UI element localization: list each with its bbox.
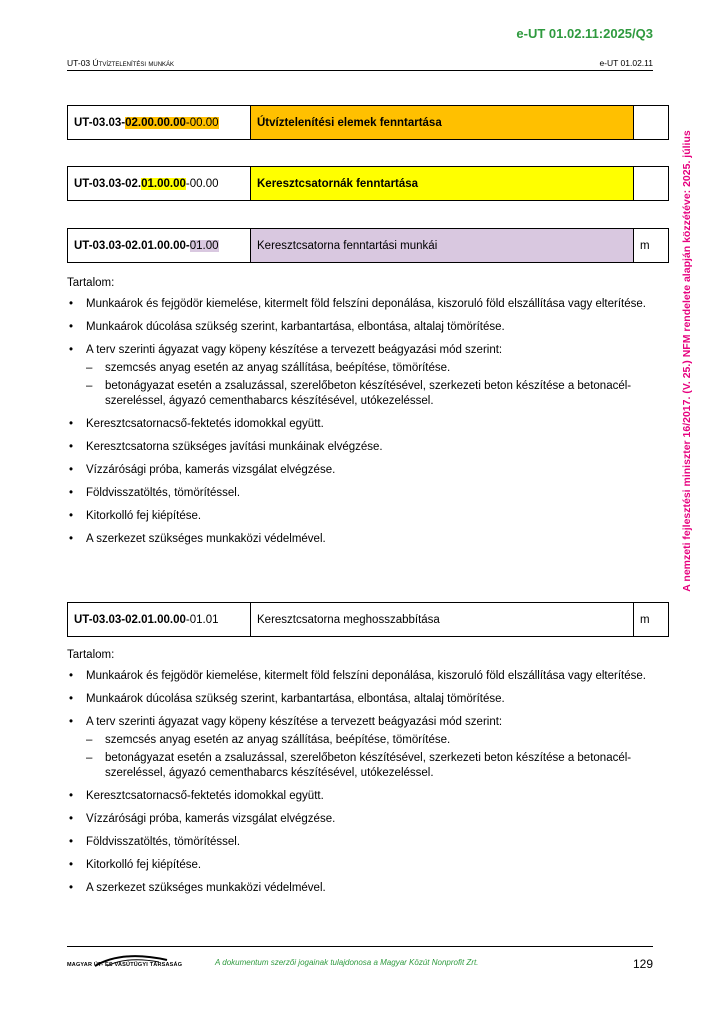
list-item: • Földvisszatöltés, tömörítéssel. <box>67 486 657 501</box>
item-unit <box>634 167 669 201</box>
sub-list-item: – betonágyazat esetén a zsaluzással, szerelőbeton készítésével, szerkezeti beton készítése a betonacél-szereléssel, ágyazó cementhabarcs készítésével, utókezeléssel. <box>86 379 657 409</box>
item-title: Keresztcsatorna meghosszabbítása <box>251 603 634 637</box>
chapter-title: UT-03 Útvíztelenítési munkák <box>67 58 175 68</box>
list-item: • Keresztcsatorna szükséges javítási munkáinak elvégzése. <box>67 440 657 455</box>
side-note: A nemzeti fejlesztési miniszter 16/2017. (V. 25.) NFM rendelete alapján közzétéve: 2025. július <box>681 130 693 592</box>
list-item: • Földvisszatöltés, tömörítéssel. <box>67 835 657 850</box>
content-lead: Tartalom: <box>67 277 115 289</box>
list-item: • A terv szerinti ágyazat vagy köpeny készítése a tervezett beágyazási mód szerint: – szemcsés anyag esetén az anyag szállítása, beépítése, tömörítése. – betonágyazat esetén a zsaluzással, szerelőbeton készítésével, szerkezeti beton készítése a betonacél-szereléssel, ágyazó cementhabarcs készítésével, utókezeléssel. <box>67 343 657 409</box>
running-header <box>67 58 653 71</box>
code-row-3 <box>67 228 669 263</box>
list-item: • Keresztcsatornacső-fektetés idomokkal együtt. <box>67 417 657 432</box>
code-row-1 <box>67 105 669 140</box>
list-item: • Munkaárok és fejgödör kiemelése, kitermelt föld felszíni deponálása, kiszoruló föld elszállítása vagy elterítése. <box>67 297 657 312</box>
code-row-4 <box>67 602 669 637</box>
item-code: UT-03.03-02.01.00.00-01.01 <box>68 603 251 637</box>
list-item: • Vízzárósági próba, kamerás vizsgálat elvégzése. <box>67 812 657 827</box>
list-item: • A terv szerinti ágyazat vagy köpeny készítése a tervezett beágyazási mód szerint: – szemcsés anyag esetén az anyag szállítása, beépítése, tömörítése. – betonágyazat esetén a zsaluzással, szerelőbeton készítésével, szerkezeti beton készítése a betonacél-szereléssel, ágyazó cementhabarcs készítésével, utókezeléssel. <box>67 715 657 781</box>
list-item: • A szerkezet szükséges munkaközi védelmével. <box>67 532 657 547</box>
list-item: • A szerkezet szükséges munkaközi védelmével. <box>67 881 657 896</box>
sub-list-item: – szemcsés anyag esetén az anyag szállítása, beépítése, tömörítése. <box>86 733 657 748</box>
header-code: e-UT 01.02.11 <box>599 58 653 68</box>
item-unit: m <box>634 603 669 637</box>
item-code: UT-03.03-02.00.00.00-00.00 <box>68 106 251 140</box>
content-section-2 <box>67 648 657 904</box>
sub-list-item: – betonágyazat esetén a zsaluzással, szerelőbeton készítésével, szerkezeti beton készítése a betonacél-szereléssel, ágyazó cementhabarcs készítésével, utókezeléssel. <box>86 751 657 781</box>
list-item: • Munkaárok dúcolása szükség szerint, karbantartása, elbontása, altalaj tömörítése. <box>67 692 657 707</box>
item-code: UT-03.03-02.01.00.00-01.00 <box>68 229 251 263</box>
list-item: • Munkaárok és fejgödör kiemelése, kitermelt föld felszíni deponálása, kiszoruló föld elszállítása vagy elterítése. <box>67 669 657 684</box>
item-title: Keresztcsatorna fenntartási munkái <box>251 229 634 263</box>
page-number: 129 <box>632 957 653 971</box>
sub-list-item: – szemcsés anyag esetén az anyag szállítása, beépítése, tömörítése. <box>86 361 657 376</box>
footer-divider <box>67 946 653 947</box>
item-unit <box>634 106 669 140</box>
item-unit: m <box>634 229 669 263</box>
content-section-1 <box>67 276 657 555</box>
list-item: • Keresztcsatornacső-fektetés idomokkal együtt. <box>67 789 657 804</box>
list-item: • Vízzárósági próba, kamerás vizsgálat elvégzése. <box>67 463 657 478</box>
item-title: Keresztcsatornák fenntartása <box>251 167 634 201</box>
list-item: • Munkaárok dúcolása szükség szerint, karbantartása, elbontása, altalaj tömörítése. <box>67 320 657 335</box>
content-lead: Tartalom: <box>67 649 115 661</box>
copyright-note: A dokumentum szerzői jogainak tulajdonosa a Magyar Közút Nonprofit Zrt. <box>215 958 479 967</box>
item-code: UT-03.03-02.01.00.00-00.00 <box>68 167 251 201</box>
document-code: e-UT 01.02.11:2025/Q3 <box>516 26 653 41</box>
code-row-2 <box>67 166 669 201</box>
society-logo-text: MAGYAR ÚT- ÉS VASÚTÜGYI TÁRSASÁG <box>67 962 183 968</box>
item-title: Útvíztelenítési elemek fenntartása <box>251 106 634 140</box>
list-item: • Kitorkolló fej kiépítése. <box>67 509 657 524</box>
list-item: • Kitorkolló fej kiépítése. <box>67 858 657 873</box>
